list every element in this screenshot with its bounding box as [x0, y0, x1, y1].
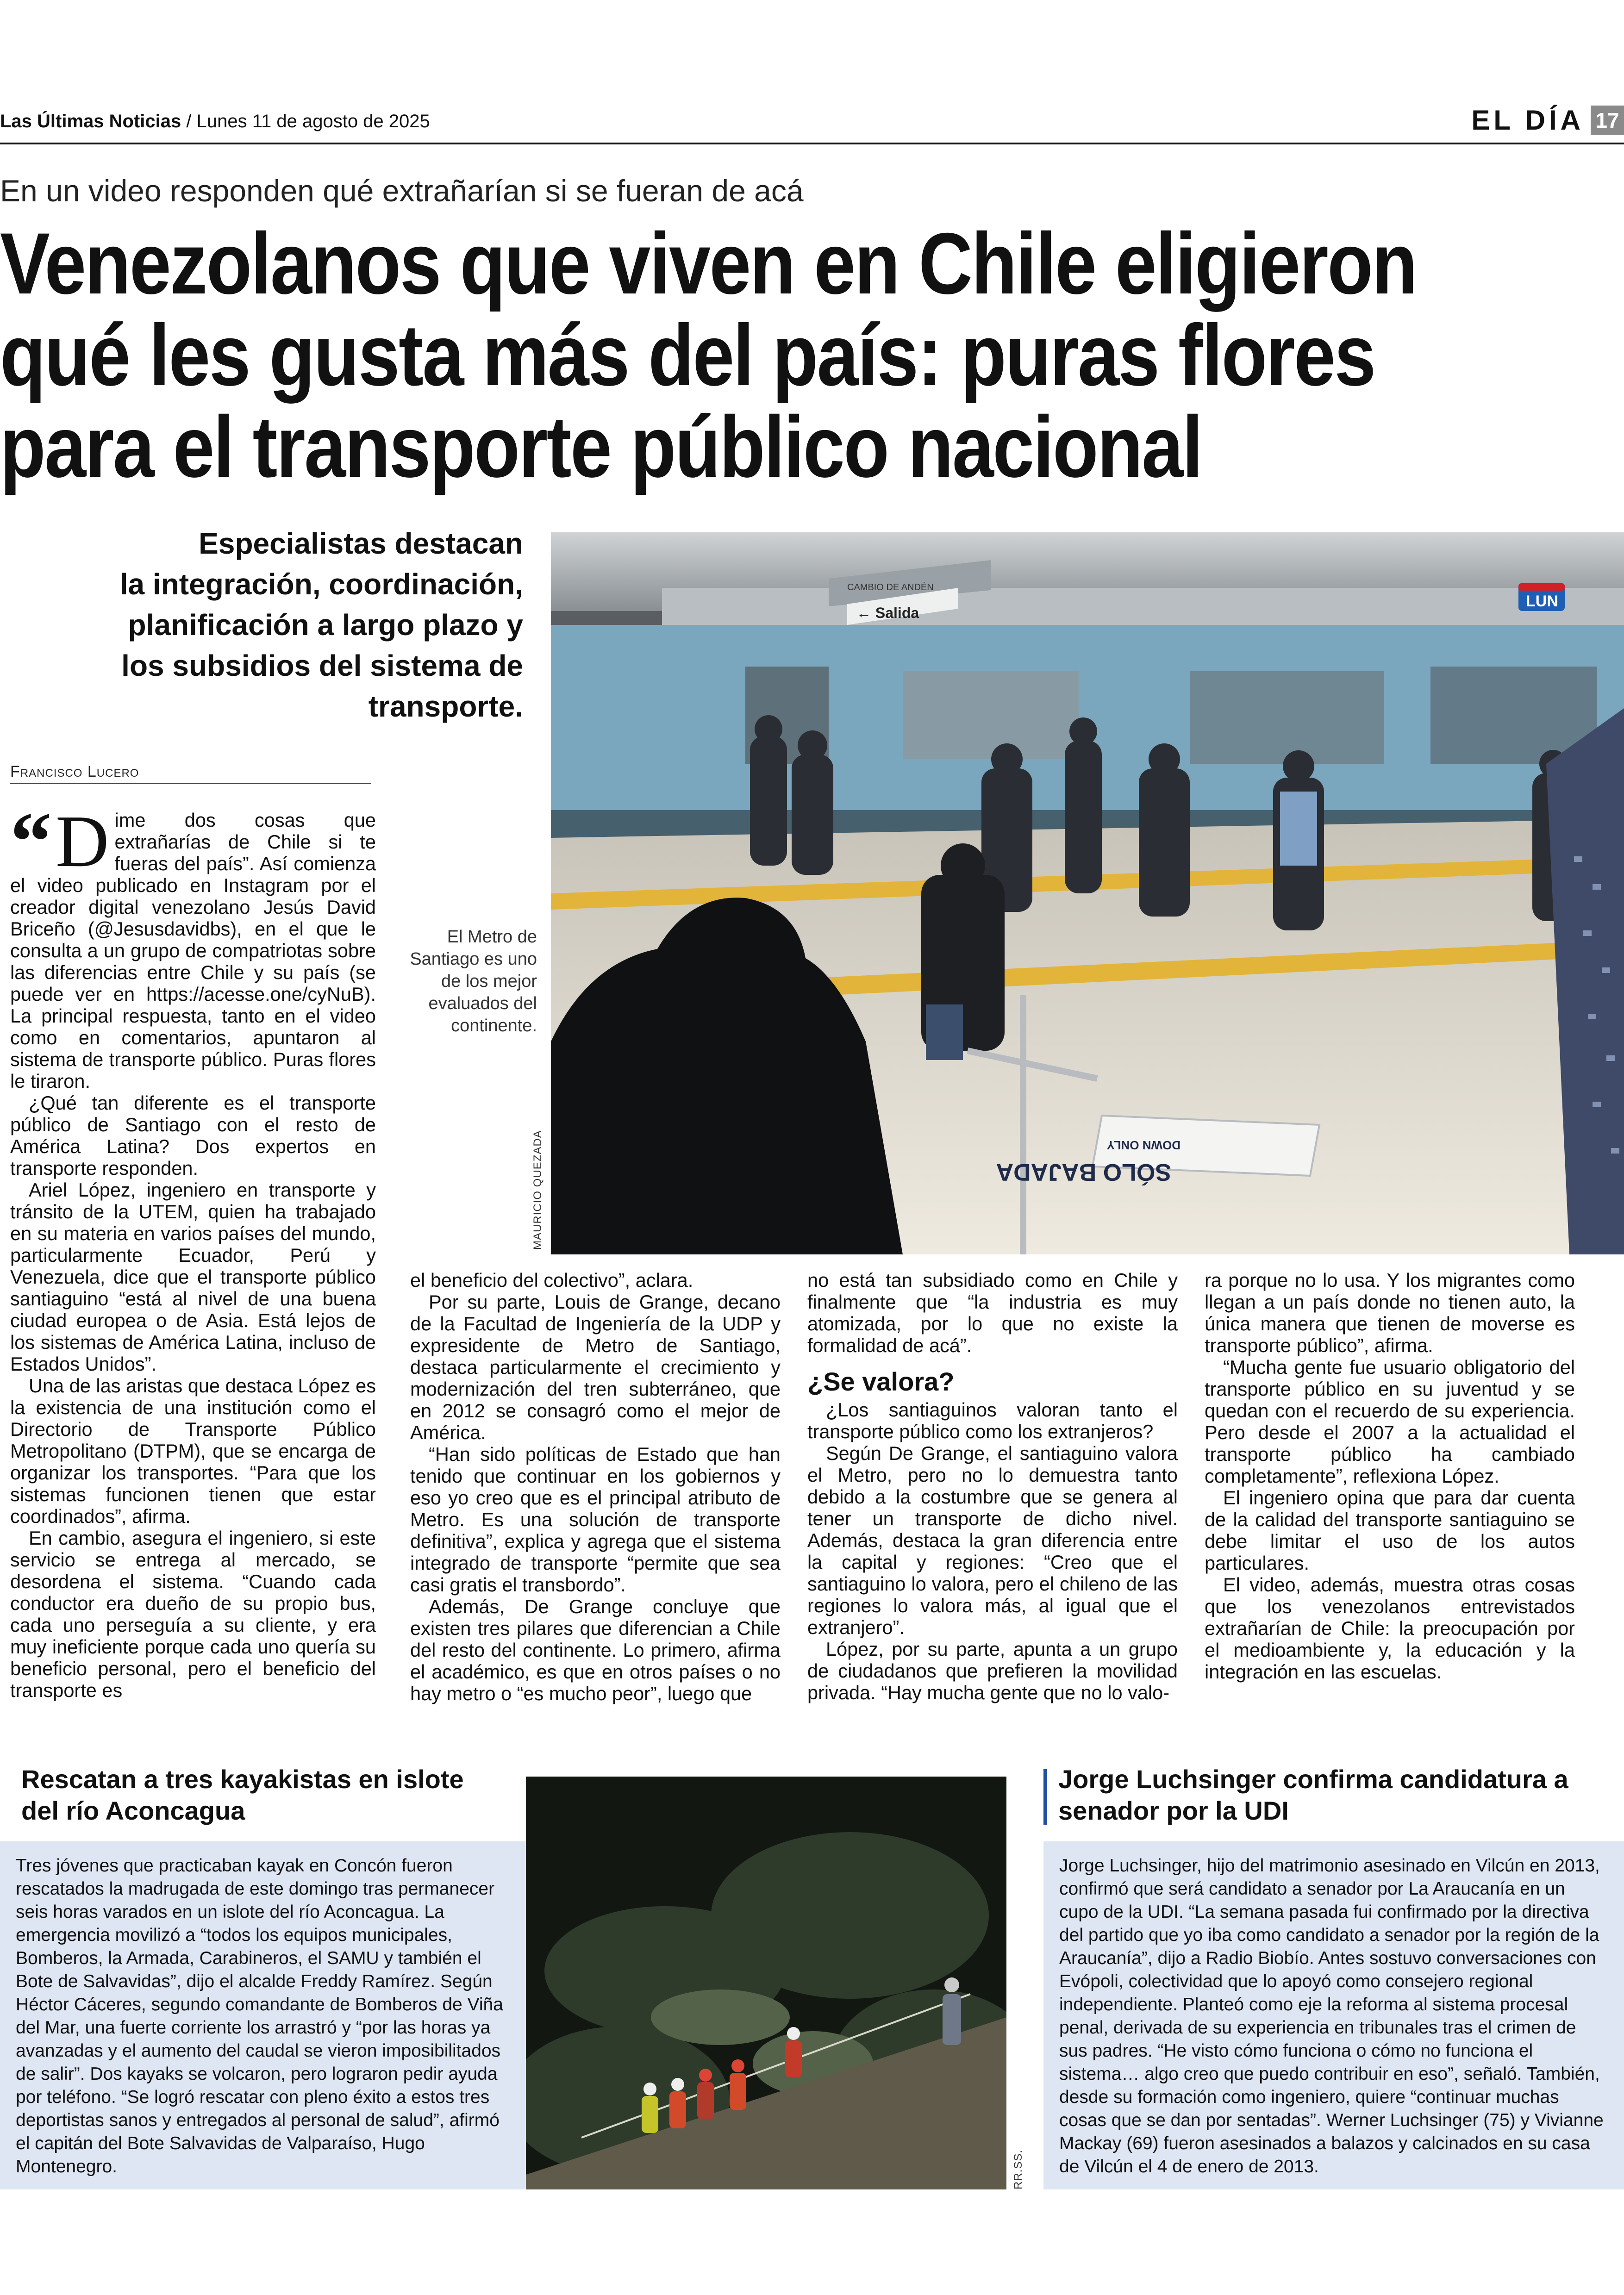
paragraph: ¿Los santiaguinos valoran tanto el transporte público como los extranjeros?: [807, 1399, 1178, 1442]
section-name: EL DÍA: [1471, 105, 1584, 136]
deck-line-4: los subsidios del sistema de: [121, 649, 523, 682]
paragraph: En cambio, asegura el ingeniero, si este servicio se entrega al mercado, se desordena el sistema. “Cuando cada conductor era dueño de su propio bus, cada uno perseguía a su cliente, y era muy ineficiente porque cada uno quería su beneficio personal, pero el beneficio del transporte es: [10, 1527, 376, 1701]
salida-sign: ← Salida: [856, 605, 919, 621]
paragraph: ime dos cosas que extrañarías de Chile si te fueras del país”. Así comienza el video publicado en Instagram por el creador digital venezolano Jesús David Briceño (@Jesusdavidbs), en el que le consulta a un grupo de compatriotas sobre las diferencias entre Chile y su país (se puede ver en https://acesse.one/cyNuB). La principal respuesta, tanto en el video como en comentarios, apuntaron al sistema de transporte público. Puras flores le tiraron.: [10, 809, 376, 1092]
paragraph: ¿Qué tan diferente es el transporte público de Santiago con el resto de América Latina? Dos expertos en transporte responden.: [10, 1092, 376, 1179]
brief-right-accent: [1043, 1769, 1047, 1825]
article-deck: [93, 523, 523, 727]
paragraph: Una de las aristas que destaca López es la existencia de una institución como el Directorio de Transporte Público Metropolitano (DTPM), que se encarga de organizar los transportes. “Para que los sistemas funcionen tienen que estar coordinados”, afirma.: [10, 1375, 376, 1527]
floor-label-sub: DOWN ONLY: [1106, 1138, 1181, 1152]
masthead-rule: [0, 143, 1624, 144]
page-number: 17: [1591, 106, 1624, 135]
kayak-rescue-photo: [526, 1777, 1006, 2189]
headline-line-1: Venezolanos que viven en Chile eligieron: [0, 215, 1417, 312]
paragraph: Por su parte, Louis de Grange, decano de la Facultad de Ingeniería de la UDP y expresidente de Metro de Santiago, destaca particularmente el crecimiento y modernización del tren subterráneo, que en 2012 se consagró como el mejor de América.: [410, 1291, 781, 1443]
cambio-sign: CAMBIO DE ANDÉN: [847, 582, 934, 592]
issue-date: Lunes 11 de agosto de 2025: [196, 111, 430, 131]
paragraph: Según De Grange, el santiaguino valora el Metro, pero no lo demuestra tanto debido a la costumbre que se genera al tener un transporte de dicho nivel. Además, destaca la gran diferencia entre la capital y regiones: “Creo que el santiaguino lo valora, pero el chileno de las regiones lo valora más, al igual que el extranjero”.: [807, 1442, 1178, 1638]
article-column-1: [10, 795, 376, 1701]
paragraph: Ariel López, ingeniero en transporte y tránsito de la UTEM, quien ha trabajado en su materia en varios países del mundo, particularmente Ecuador, Perú y Venezuela, dice que el transporte público santiaguino “está al nivel de una buena ciudad europea o de Asia. Está lejos de los sistemas de América Latina, incluso de Estados Unidos”.: [10, 1179, 376, 1375]
brief-right-body: Jorge Luchsinger, hijo del matrimonio asesinado en Vilcún en 2013, confirmó que será candidato a senador por La Araucanía en un cupo de la UDI. “La semana pasada fui confirmado por la directiva del partido que yo iba como candidato a senador por la región de la Araucanía”, dijo a Radio Biobío. Antes sostuvo conversaciones con Evópoli, colectividad que lo apoyó como consejero regional independiente. Planteó como eje la reforma al sistema procesal penal, derivada de su experiencia en tribunales tras el crimen de sus padres. “He visto cómo funciona o cómo no funciona el sistema… algo creo que puedo contribuir en eso”, señaló. También, desde su formación como ingeniero, quiere “continuar muchas cosas que se dan por sentadas”. Werner Luchsinger (75) y Vivianne Mackay (69) fueron asesinados a balazos y calcinados en su casa de Vilcún el 4 de enero de 2013.: [1043, 1841, 1624, 2189]
masthead-separator: /: [186, 111, 192, 131]
kayak-photo-credit: RR.SS.: [1012, 2149, 1024, 2189]
article-kicker: En un video responden qué extrañarían si se fueran de acá: [0, 174, 804, 208]
deck-line-3: planificación a largo plazo y: [128, 608, 523, 642]
newspaper-name: Las Últimas Noticias: [0, 111, 181, 131]
paragraph: ra porque no lo usa. Y los migrantes como llegan a un país donde no tienen auto, la única manera que tienen de moverse es transporte público”, afirma.: [1205, 1269, 1575, 1356]
paragraph: “Han sido políticas de Estado que han tenido que continuar en los gobiernos y eso yo creo que es el principal atributo de Metro. Es una solución de transporte definitiva”, explica y agrega que el sistema integrado de transporte “permite que sea casi gratis el transbordo”.: [410, 1443, 781, 1596]
brief-left-body: Tres jóvenes que practicaban kayak en Concón fueron rescatados la madrugada de este domingo tras permanecer seis horas varados en un islote del río Aconcagua. La emergencia movilizó a “todos los equipos municipales, Bomberos, la Armada, Carabineros, el SAMU y también el Bote de Salvavidas”, dijo el alcalde Freddy Ramírez. Según Héctor Cáceres, segundo comandante de Bomberos de Viña del Mar, una fuerte corriente los arrastró y “por las horas ya avanzadas y el aumento del caudal se vieron imposibilitados de salir”. Dos kayaks se volcaron, pero lograron pedir ayuda por teléfono. “Se logró rescatar con pleno éxito a estos tres deportistas sanos y entregados al personal de salud”, afirmó el capitán del Bote Salvavidas de Valparaíso, Hugo Montenegro.: [0, 1841, 526, 2189]
masthead-right: [1471, 104, 1624, 136]
opening-quote-mark: “: [10, 795, 52, 887]
article-headline: [0, 215, 1593, 495]
masthead-left: [0, 111, 430, 132]
paragraph: “Mucha gente fue usuario obligatorio del transporte público en su juventud y se quedan con el recuerdo de su experiencia. Pero desde el 2007 a la actualidad el transporte público ha cambiado completamente”, reflexiona López.: [1205, 1356, 1575, 1487]
headline-line-3: para el transporte público nacional: [0, 398, 1202, 495]
headline-line-2: qué les gusta más del país: puras flores: [0, 306, 1375, 404]
paragraph: Además, De Grange concluye que existen tres pilares que diferencian a Chile del resto del continente. Lo primero, afirma el académico, es que en otros países o no hay metro o “es mucho peor”, luego que: [410, 1596, 781, 1704]
brief-right-title: Jorge Luchsinger confirma candidatura a senador por la UDI: [1058, 1765, 1568, 1825]
brief-left-title: Rescatan a tres kayakistas en islote del río Aconcagua: [21, 1765, 464, 1825]
article-column-3: [807, 1269, 1178, 1703]
paragraph: El ingeniero opina que para dar cuenta de la calidad del transporte santiaguino se debe limitar el uso de los autos particulares.: [1205, 1487, 1575, 1574]
paragraph: El video, además, muestra otras cosas que los venezolanos entrevistados extrañarían de Chile: la preocupación por el medioambiente y, la educación y la integración en las escuelas.: [1205, 1574, 1575, 1683]
lun-badge-text: LUN: [1526, 592, 1558, 610]
byline: Francisco Lucero: [10, 763, 371, 784]
floor-label-main: SÓLO BAJADA: [996, 1159, 1171, 1185]
paragraph: López, por su parte, apunta a un grupo de ciudadanos que prefieren la movilidad privada. “Hay mucha gente que no lo valo-: [807, 1638, 1178, 1703]
deck-line-5: transporte.: [368, 690, 523, 723]
paragraph: el beneficio del colectivo”, aclara.: [410, 1269, 693, 1291]
photo-caption: El Metro de Santiago es uno de los mejor evaluados del continente.: [410, 927, 537, 1035]
deck-line-2: la integración, coordinación,: [119, 568, 523, 601]
subhead: ¿Se valora?: [807, 1367, 955, 1396]
paragraph: no está tan subsidiado como en Chile y finalmente que “la industria es muy atomizada, por lo que no existe la formalidad de acá”.: [807, 1269, 1178, 1356]
metro-photo-illustration: [551, 532, 1624, 1254]
article-column-4: [1205, 1269, 1575, 1683]
photo-credit: MAURICIO QUEZADA: [531, 1130, 544, 1250]
deck-line-1: Especialistas destacan: [199, 527, 523, 560]
article-column-2: [410, 1269, 781, 1704]
dropcap: D: [56, 800, 109, 882]
kayak-rescue-illustration: [526, 1777, 1006, 2189]
opening-paragraph-wrap: [10, 795, 376, 1092]
metro-photo: [551, 532, 1624, 1254]
